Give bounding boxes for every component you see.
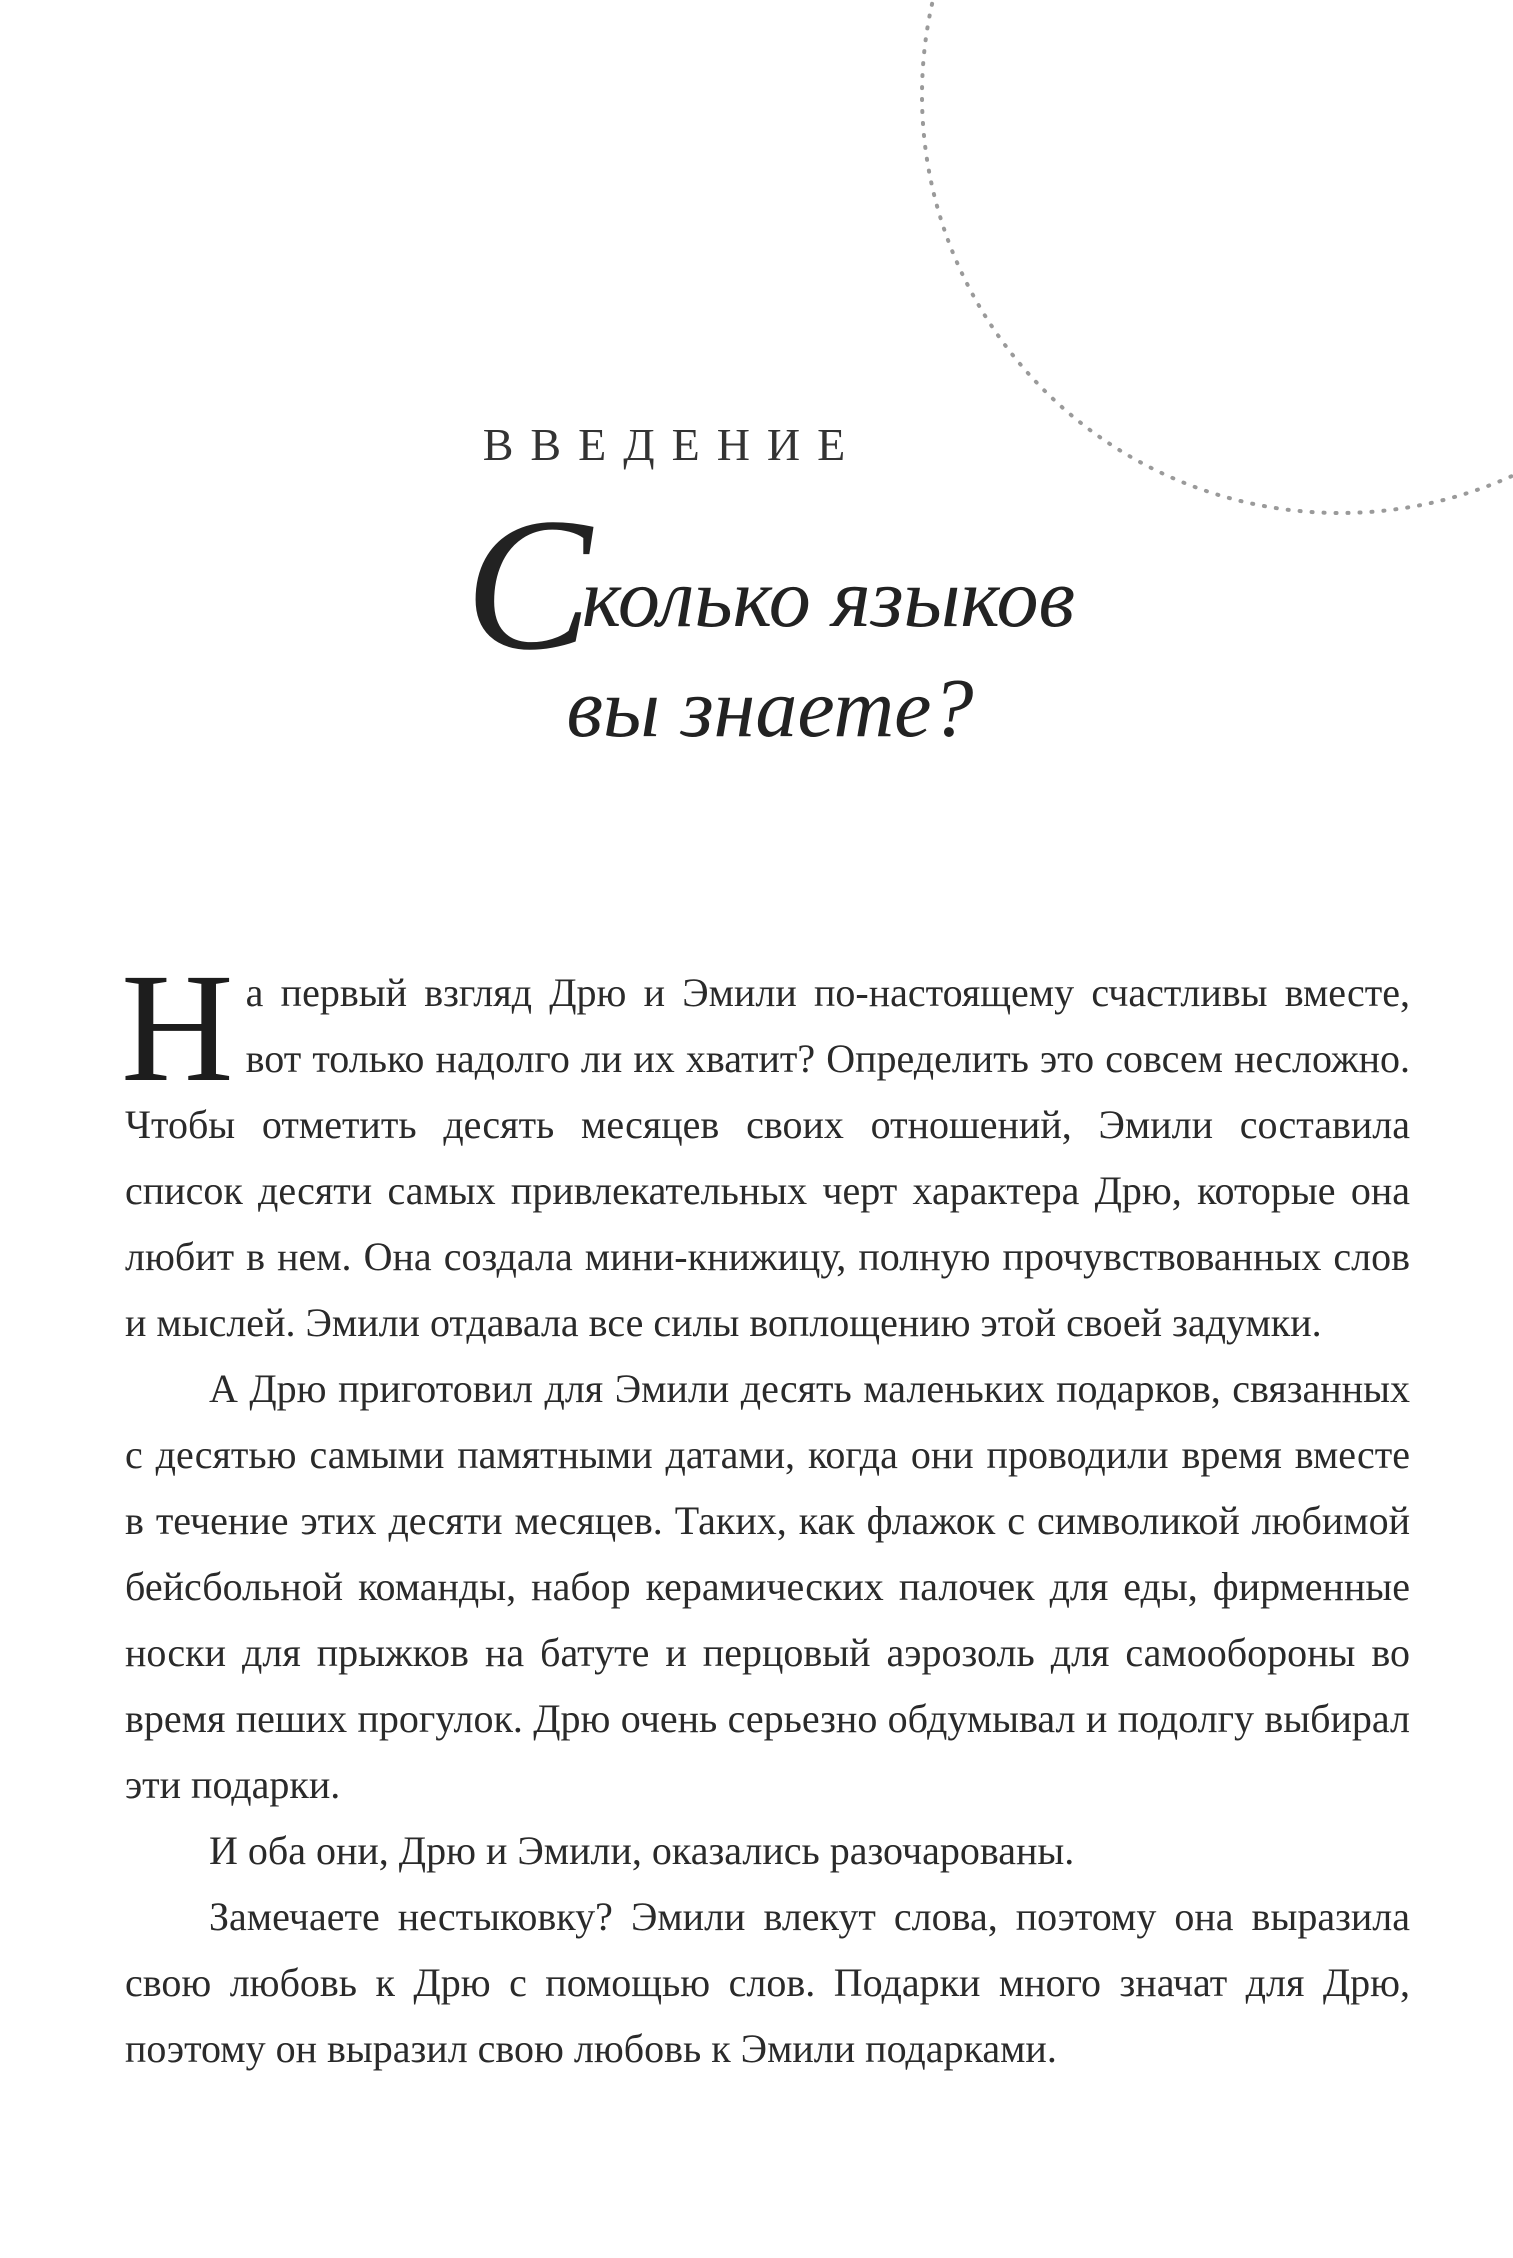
body-text bbox=[121, 941, 1410, 2082]
paragraph-1 bbox=[121, 941, 1410, 1356]
title-swash-letter: С bbox=[465, 480, 592, 690]
drop-cap: Н bbox=[121, 941, 234, 1114]
paragraph-3: И оба они, Дрю и Эмили, оказались разочарованы. bbox=[209, 1828, 1075, 1873]
paragraph-4: Замечаете нестыковку? Эмили влекут слова, поэтому она выразила свою любовь к Дрю с помощью слов. Подарки много значат для Дрю, поэтому он выразил свою любовь к Эмили подарками. bbox=[125, 1894, 1410, 2071]
chapter-label: ВВЕДЕНИЕ bbox=[482, 419, 863, 470]
title-line-1 bbox=[0, 480, 1513, 690]
title-line-1-text: колько языков bbox=[581, 552, 1075, 645]
paragraph-1-text: а первый взгляд Дрю и Эмили по-настоящему счастливы вместе, вот только надолго ли их хватит? Определить это совсем несложно. Чтобы отметить десять месяцев своих отношений, Эмили составила список десяти самых привлекательных черт характера Дрю, которые она любит в нем. Она создала мини-книжицу, полную прочувствованных слов и мыслей. Эмили отдавала все силы воплощению этой своей задумки. bbox=[125, 970, 1410, 1345]
paragraph-2: А Дрю приготовил для Эмили десять маленьких подарков, связанных с десятью самыми памятными датами, когда они проводили время вместе в течение этих десяти месяцев. Таких, как флажок с символикой любимой бейсбольной команды, набор керамических палочек для еды, фирменные носки для прыжков на батуте и перцовый аэрозоль для самообороны во время пеших прогулок. Дрю очень серьезно обдумывал и подолгу выбирал эти подарки. bbox=[125, 1366, 1410, 1807]
title-line-2: вы знаете? bbox=[566, 662, 974, 755]
chapter-title bbox=[0, 480, 1513, 764]
